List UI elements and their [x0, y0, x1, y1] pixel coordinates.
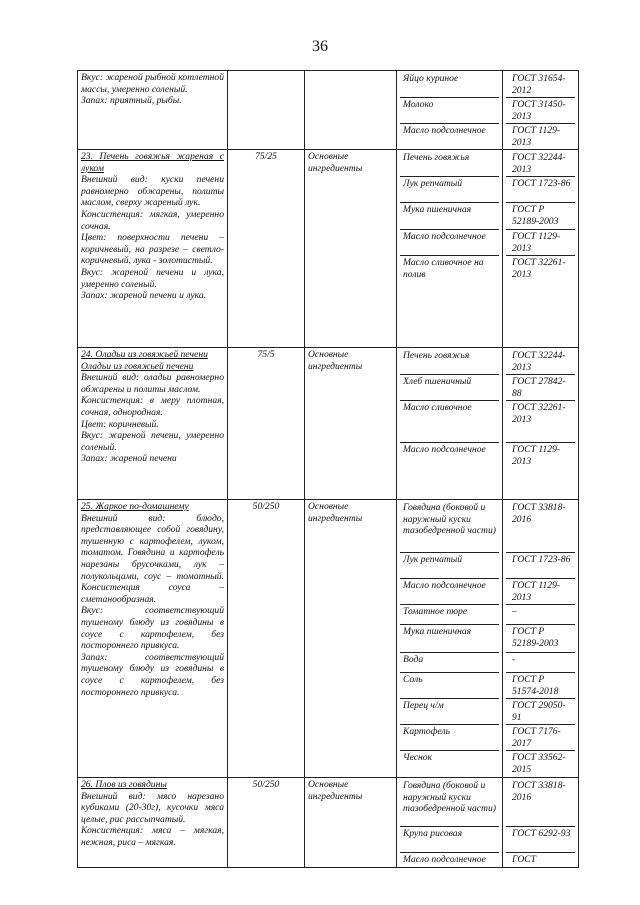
ingredient-name: Яйцо куриное	[400, 72, 499, 98]
description-line: Вкус: жареной рыбной котлетной массы, умеренно соленый.	[81, 72, 224, 95]
standard-code: ГОСТ 31450-2013	[506, 98, 575, 124]
description-line: Оладьи из говяжьей печени	[81, 360, 194, 372]
yield-value: 75/25	[228, 150, 305, 348]
ingredient-name: Масло сливочное на полив	[403, 257, 484, 280]
description-line: Вкус: жареной печени, умеренно соленый.	[81, 430, 224, 453]
dish-description	[78, 71, 228, 150]
ingredient-list	[397, 500, 503, 778]
standard-code: -	[506, 653, 575, 673]
description-line: Запах: соответствующий тушеному блюду из говядины в соусе с картофелем, без постороннего привкуса.	[81, 651, 224, 698]
description-line: Запах: жареной печени и лука.	[81, 290, 207, 302]
ingredient-name: Лук репчатый	[400, 177, 499, 203]
ingredient-name: Лук репчатый	[400, 553, 499, 579]
description-line: Консистенция: мягкая, умеренно сочная.	[81, 208, 224, 232]
ingredient-name: Перец ч/м	[400, 699, 499, 725]
ingredient-list	[397, 348, 503, 500]
standard-list	[503, 500, 579, 778]
ingredient-name: Соль	[400, 673, 499, 699]
specification-table	[77, 70, 579, 868]
standard-code: ГОСТ 1723-86	[506, 553, 575, 579]
standard-code: ГОСТ 33818-2016	[506, 779, 575, 827]
dish-title: 23. Печень говяжья жареная с луком	[81, 151, 224, 174]
table-row	[78, 348, 579, 500]
ingredient-name: Печень говяжья	[400, 349, 499, 375]
dish-title: 26. Плов из говядины	[81, 779, 167, 790]
standard-code: ГОСТ Р 52189-2003	[506, 625, 575, 653]
yield-value: 50/250	[228, 500, 305, 778]
ingredient-list	[397, 778, 503, 868]
description-line: Внешний вид: мясо нарезано кубиками (20-30г), кусочки мяса целые, рис рассыпчатый.	[81, 790, 224, 825]
ingredient-name: Молоко	[400, 98, 499, 124]
standard-code: ГОСТ	[512, 854, 536, 865]
standard-code: ГОСТ 1723-86	[506, 177, 575, 203]
dish-description	[78, 348, 228, 500]
standard-code: ГОСТ 33818-2016	[506, 501, 575, 553]
standard-code: ГОСТ Р 51574-2018	[506, 673, 575, 699]
ingredient-name: Масло подсолнечное	[400, 230, 499, 256]
description-line: Запах: приятный, рыбы.	[81, 95, 182, 107]
ingredient-group: Основные ингредиенты	[305, 348, 397, 500]
standard-code: ГОСТ 32261-2013	[506, 401, 575, 443]
ingredient-name: Вода	[400, 653, 499, 673]
ingredient-name: Томатное пюре	[400, 605, 499, 625]
standard-code: ГОСТ 7176-2017	[506, 725, 575, 751]
ingredient-name: Мука пшеничная	[400, 203, 499, 230]
dish-description	[78, 500, 228, 778]
standard-code: ГОСТ 32261-2013	[512, 257, 566, 280]
description-line: Запах: жареной печени	[81, 453, 177, 465]
ingredient-group: Основные ингредиенты	[305, 150, 397, 348]
standard-list	[503, 150, 579, 348]
description-line: Внешний вид: блюдо, представляющее собой говядину, тушенную с картофелем, луком, томатом. Говядина и картофель нарезаны брусочками, лук – полукольцами, соус – томатный. Консистенция соуса – сметанообразная.	[81, 512, 224, 605]
standard-list	[503, 71, 579, 150]
standard-code: ГОСТ 27842-88	[506, 375, 575, 401]
ingredient-name: Говядина (боковой и наружный куски тазобедренной части)	[400, 501, 499, 553]
standard-list	[503, 778, 579, 868]
ingredient-name: Печень говяжья	[400, 151, 499, 177]
yield-value: 50/250	[228, 778, 305, 868]
ingredient-group	[305, 71, 397, 150]
standard-code: ГОСТ 29050-91	[506, 699, 575, 725]
ingredient-list	[397, 150, 503, 348]
page-number: 36	[312, 38, 328, 55]
table-row	[78, 150, 579, 348]
dish-title: 25. Жаркое по-домашнему	[81, 501, 189, 512]
ingredient-name: Говядина (боковой и наружный куски тазобедренной части)	[400, 779, 499, 827]
standard-code: ГОСТ Р 52189-2003	[506, 203, 575, 230]
description-line: Вкус: жареной печени и лука, умеренно соленый.	[81, 266, 224, 290]
ingredient-name: Мука пшеничная	[400, 625, 499, 653]
description-line: Внешний вид: оладьи равномерно обжарены и политы маслом.	[81, 372, 224, 395]
standard-code: ГОСТ 6292-93	[506, 827, 575, 853]
table-row	[78, 500, 579, 778]
ingredient-name: Картофель	[400, 725, 499, 751]
standard-code: ГОСТ 1129-2013	[512, 444, 561, 467]
ingredient-name: Масло подсолнечное	[400, 579, 499, 605]
standard-code: ГОСТ 1129-2013	[512, 125, 561, 148]
description-line: Консистенция: мяса – мягкая, нежная, риса – мягкая.	[81, 825, 224, 848]
ingredient-name: Крупа рисовая	[400, 827, 499, 853]
ingredient-name: Чеснок	[403, 752, 433, 763]
standard-code: ГОСТ 31654-2012	[506, 72, 575, 98]
table-row	[78, 778, 579, 868]
description-line: Цвет: коричневый.	[81, 418, 159, 430]
ingredient-name: Хлеб пшеничный	[400, 375, 499, 401]
ingredient-name: Масло подсолнечное	[403, 125, 486, 136]
description-line: Внешний вид: куски печени равномерно обжарены, политы маслом, сверху жареный лук.	[81, 174, 224, 209]
table-row	[78, 71, 579, 150]
ingredient-list	[397, 71, 503, 150]
ingredient-name: Масло подсолнечное	[403, 854, 486, 865]
description-line: Цвет: поверхности печени – коричневый, на разрезе – светло-коричневый, лука - золотистый.	[81, 232, 224, 267]
description-line: Вкус: соответствующий тушеному блюду из говядины в соусе с картофелем, без постороннего привкуса.	[81, 605, 224, 652]
standard-code: –	[506, 605, 575, 625]
description-line: Консистенция: в меру плотная, сочная, однородная.	[81, 395, 224, 418]
yield-value	[228, 71, 305, 150]
standard-code: ГОСТ 1129-2013	[506, 579, 575, 605]
ingredient-name: Масло подсолнечное	[403, 444, 486, 455]
standard-code: ГОСТ 1129-2013	[506, 230, 575, 256]
dish-description	[78, 778, 228, 868]
standard-list	[503, 348, 579, 500]
standard-code: ГОСТ 32244-2013	[506, 151, 575, 177]
ingredient-group: Основные ингредиенты	[305, 500, 397, 778]
standard-code: ГОСТ 32244-2013	[506, 349, 575, 375]
dish-description	[78, 150, 228, 348]
ingredient-group: Основные ингредиенты	[305, 778, 397, 868]
yield-value: 75/5	[228, 348, 305, 500]
ingredient-name: Масло сливочное	[400, 401, 499, 443]
dish-title: 24. Оладьи из говяжьей печени	[81, 349, 208, 360]
standard-code: ГОСТ 33562-2015	[512, 752, 566, 775]
